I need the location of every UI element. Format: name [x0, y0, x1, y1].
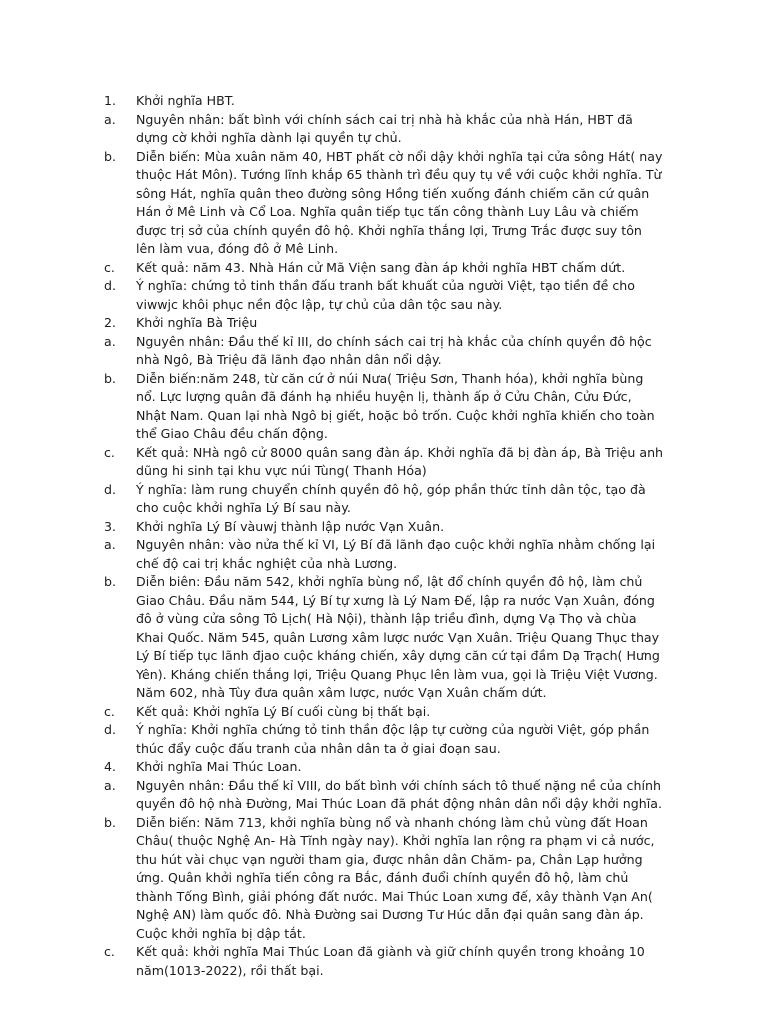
- item-text: Nguyên nhân: vào nửa thế kỉ VI, Lý Bí đã lãnh đạo cuộc khởi nghĩa nhằm chống lại chế độ cai trị khắc nghiệt của nhà Lương.: [136, 537, 656, 571]
- item-text: Khởi nghĩa Mai Thúc Loan.: [136, 759, 302, 774]
- item-marker: c.: [104, 703, 115, 719]
- item-marker: 1.: [104, 93, 117, 108]
- item-marker: a.: [104, 777, 116, 793]
- item-marker: 4.: [104, 759, 117, 774]
- list-item: [104, 481, 664, 518]
- item-text: Nguyên nhân: bất bình với chính sách cai trị nhà hà khắc của nhà Hán, HBT đã dựng cờ khởi nghĩa dành lại quyền tự chủ.: [136, 111, 633, 145]
- list-item: [104, 333, 664, 370]
- list-item: [104, 259, 664, 278]
- item-text: Diễn biến: Năm 713, khởi nghĩa bùng nổ và nhanh chóng làm chủ vùng đất Hoan Châu( thuộc Nghệ An- Hà Tĩnh ngày nay). Khởi nghĩa lan rộng ra phạm vi cả nước, thu hút vài chục vạn người tham gia, được nhân dân Chăm- pa, Chân Lạp hưởng ứng. Quân khởi nghĩa tiến công ra Bắc, đánh đuổi chính quyền đô hộ, làm chủ thành Tống Bình, giải phóng đất nước. Mai Thúc Loan xưng đế, xây thành Vạn An( Nghệ AN) làm quốc đô. Nhà Đường sai Dương Tư Húc dẫn đại quân sang đàn áp. Cuộc khởi nghĩa bị dập tắt.: [136, 814, 655, 941]
- list-item: [104, 536, 664, 573]
- item-text: Ý nghĩa: Khởi nghĩa chứng tỏ tinh thần độc lập tự cường của người Việt, góp phần thúc đẩy cuộc đấu tranh của nhân dân ta ở giai đoạn sau.: [136, 722, 650, 756]
- heading-item: [104, 314, 664, 333]
- item-text: Diễn biên: Đầu năm 542, khởi nghĩa bùng nổ, lật đổ chính quyền đô hộ, làm chủ Giao Châu. Đầu năm 544, Lý Bí tự xưng là Lý Nam Đế, lập ra nước Vạn Xuân, đóng đô ở vùng cửa sông Tô Lịch( Hà Nội), thành lập triều đình, dựng Vạ Thọ và chùa Khai Quốc. Năm 545, quân Lương xâm lược nước Vạn Xuân. Triệu Quang Thục thay Lý Bí tiếp tục lãnh đjao cuộc kháng chiến, xây dựng căn cứ tại đầm Dạ Trạch( Hưng Yên). Kháng chiến thắng lợi, Triệu Quang Phục lên làm vua, gọi là Triệu Việt Vương. Năm 602, nhà Tùy đưa quân xâm lược, nước Vạn Xuân chấm dứt.: [136, 574, 660, 700]
- document-body: [104, 92, 664, 980]
- heading-item: [104, 758, 664, 777]
- item-marker: d.: [104, 481, 116, 497]
- item-text: Diễn biến: Mùa xuân năm 40, HBT phất cờ nổi dậy khởi nghĩa tại cửa sông Hát( nay thuộc Hát Môn). Tướng lĩnh khắp 65 thành trì đều quy tụ về với cuộc khởi nghĩa. Từ sông Hát, nghĩa quân theo đường sông Hồng tiến xuống đánh chiếm căn cứ quân Hán ở Mê Linh và Cổ Loa. Nghĩa quân tiếp tục tấn công thành Luy Lâu và chiếm được trị sở của chính quyền đô hộ. Khởi nghĩa thắng lợi, Trưng Trắc được suy tôn lên làm vua, đóng đô ở Mê Linh.: [136, 148, 663, 256]
- item-text: Ý nghĩa: chứng tỏ tinh thần đấu tranh bất khuất của người Việt, tạo tiền đề cho viwwjc khôi phục nền độc lập, tự chủ của dân tộc sau này.: [136, 278, 635, 312]
- list-item: [104, 277, 664, 314]
- item-marker: c.: [104, 259, 115, 275]
- item-marker: a.: [104, 537, 116, 552]
- list-item: [104, 370, 664, 444]
- item-marker: 3.: [104, 518, 117, 534]
- list-item: [104, 721, 664, 758]
- item-text: Diễn biến:năm 248, từ căn cứ ở núi Nưa( Triệu Sơn, Thanh hóa), khởi nghĩa bùng nổ. Lực lượng quân đã đánh hạ nhiều huyện lị, thành ấp ở Cửu Chân, Cửu Đức, Nhật Nam. Quan lại nhà Ngô bị giết, hoặc bỏ trốn. Cuộc khởi nghĩa khiến cho toàn thể Giao Châu đều chấn động.: [136, 370, 655, 441]
- item-marker: b.: [104, 814, 116, 830]
- item-marker: b.: [104, 370, 116, 386]
- item-text: Khởi nghĩa Bà Triệu: [136, 315, 258, 330]
- item-marker: d.: [104, 722, 116, 737]
- list-item: [104, 573, 664, 703]
- list-item: [104, 943, 664, 980]
- list-item: [104, 148, 664, 259]
- item-text: Ý nghĩa: làm rung chuyển chính quyền đô hộ, góp phần thức tỉnh dân tộc, tạo đà cho cuộc khởi nghĩa Lý Bí sau này.: [136, 481, 646, 515]
- item-marker: b.: [104, 148, 116, 164]
- item-marker: d.: [104, 278, 116, 293]
- list-item: [104, 703, 664, 722]
- item-marker: a.: [104, 111, 116, 127]
- list-item: [104, 777, 664, 814]
- item-text: Khởi nghĩa HBT.: [136, 93, 235, 108]
- item-text: Nguyên nhân: Đầu thế kỉ VIII, do bất bình với chính sách tô thuế nặng nề của chính quyền đô hộ nhà Đường, Mai Thúc Loan đã phát động nhân dân nổi dậy khởi nghĩa.: [136, 777, 662, 811]
- item-marker: c.: [104, 444, 115, 460]
- item-marker: b.: [104, 574, 116, 589]
- list-item: [104, 111, 664, 148]
- item-marker: c.: [104, 944, 115, 959]
- list-item: [104, 814, 664, 944]
- item-text: Kết quả: NHà ngô cử 8000 quân sang đàn áp. Khởi nghĩa đã bị đàn áp, Bà Triệu anh dũng hi sinh tại khu vực núi Tùng( Thanh Hóa): [136, 444, 664, 478]
- item-text: Nguyên nhân: Đầu thế kỉ III, do chính sách cai trị hà khắc của chính quyền đô hộc nhà Ngô, Bà Triệu đã lãnh đạo nhân dân nổi dậy.: [136, 333, 652, 367]
- item-text: Kết quả: năm 43. Nhà Hán cử Mã Viện sang đàn áp khởi nghĩa HBT chấm dứt.: [136, 259, 626, 275]
- item-text: Kết quả: Khởi nghĩa Lý Bí cuối cùng bị thất bại.: [136, 703, 431, 719]
- item-marker: 2.: [104, 315, 117, 330]
- item-text: Kết quả: khởi nghĩa Mai Thúc Loan đã giành và giữ chính quyền trong khoảng 10 năm(1013-2022), rồi thất bại.: [136, 944, 645, 978]
- heading-item: [104, 518, 664, 537]
- heading-item: [104, 92, 664, 111]
- item-marker: a.: [104, 333, 116, 349]
- item-text: Khởi nghĩa Lý Bí vàuwj thành lập nước Vạn Xuân.: [136, 518, 445, 534]
- list-item: [104, 444, 664, 481]
